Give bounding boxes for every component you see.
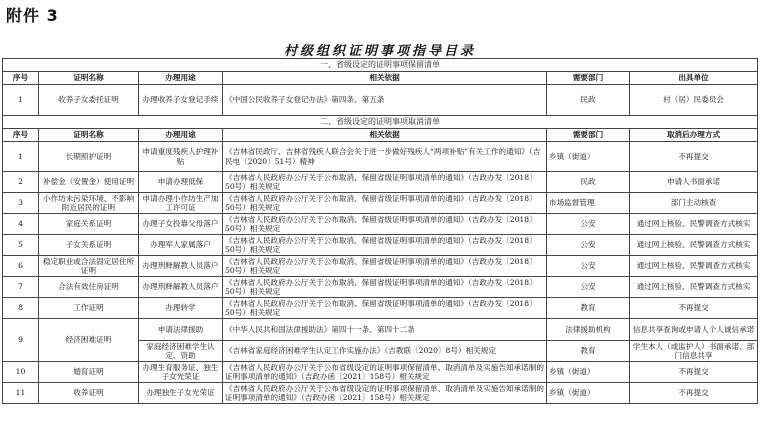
cell-name: 工作证明 (39, 298, 139, 319)
cell-basis: 《吉林省人民政府办公厅关于公布取消、保留省级证明事项清单的通知》（吉政办发〔2018〕50号）相关规定 (223, 193, 547, 214)
cell-dept: 民政 (547, 172, 630, 193)
cell-basis: 《吉林省人民政府办公厅关于公布省级设定的证明事项保留清单、取消清单及实施告知承诺制的证明事项清单的通知》（吉政办函〔2021〕158号）相关规定 (223, 383, 547, 404)
cell-basis: 《中华人民共和国法律援助法》第四十一条、第四十二条 (223, 319, 547, 341)
cell-no: 2 (3, 172, 39, 193)
cell-dept: 乡镇（街道） (547, 383, 630, 404)
cell-basis: 《吉林省人民政府办公厅关于公布省级设定的证明事项保留清单、取消清单及实施告知承诺制的证明事项清单的通知》（吉政办函〔2021〕158号）相关规定 (223, 362, 547, 383)
col-header-no: 序号 (3, 72, 39, 85)
cell-no: 1 (3, 142, 39, 172)
cell-dept: 法律援助机构 (547, 319, 630, 341)
col-header-issuer: 出具单位 (630, 72, 758, 85)
cell-use: 办理生育服务证、独生子女光荣证 (139, 362, 223, 383)
section-1-header-row (3, 72, 758, 85)
attachment-label: 附件 3 (6, 6, 59, 25)
cell-basis: 《吉林省人民政府办公厅关于公布取消、保留省级证明事项清单的通知》（吉政办发〔2018〕50号）相关规定 (223, 235, 547, 256)
cell-name: 经济困难证明 (39, 319, 139, 362)
cell-dept: 公安 (547, 214, 630, 235)
table-row (3, 319, 758, 341)
cell-name: 家庭关系证明 (39, 214, 139, 235)
cell-use: 办理军人家属落户 (139, 235, 223, 256)
table-row (3, 277, 758, 298)
col-header-method: 取消后办理方式 (630, 129, 758, 142)
col-header-use: 办理用途 (139, 72, 223, 85)
document-title: 村级组织证明事项指导目录 (283, 44, 476, 59)
cell-basis: 《中国公民收养子女登记办法》第四条、第五条 (223, 85, 547, 116)
cell-basis: 《吉林省人民政府办公厅关于公布取消、保留省级证明事项清单的通知》（吉政办发〔2018〕50号）相关规定 (223, 172, 547, 193)
cell-basis: 《吉林省人民政府办公厅关于公布取消、保留省级证明事项清单的通知》（吉政办发〔2018〕50号）相关规定 (223, 298, 547, 319)
col-header-dept: 需要部门 (547, 72, 630, 85)
cell-name: 补偿金（安置金）使用证明 (39, 172, 139, 193)
col-header-basis: 相关依据 (223, 129, 547, 142)
table-row (3, 362, 758, 383)
cell-basis: 《吉林省人民政府办公厅关于公布取消、保留省级证明事项清单的通知》（吉政办发〔2018〕50号）相关规定 (223, 277, 547, 298)
cell-dept: 市场监督管理 (547, 193, 630, 214)
cell-use: 办理独生子女光荣证 (139, 383, 223, 404)
cell-name: 长期照护证明 (39, 142, 139, 172)
cell-no: 4 (3, 214, 39, 235)
cell-name: 收养子女委托证明 (39, 85, 139, 116)
col-header-name: 证明名称 (39, 72, 139, 85)
cell-method: 不再提交 (630, 362, 758, 383)
cell-no: 9 (3, 319, 39, 362)
cell-name: 婚育证明 (39, 362, 139, 383)
cell-method: 学生本人（或监护人）书面承诺、部门信息共享 (630, 341, 758, 362)
col-header-use: 办理用途 (139, 129, 223, 142)
table-row (3, 256, 758, 277)
col-header-basis: 相关依据 (223, 72, 547, 85)
table-row (3, 172, 758, 193)
cell-method: 部门主动核查 (630, 193, 758, 214)
cell-use: 申请法律援助 (139, 319, 223, 341)
cell-dept: 教育 (547, 298, 630, 319)
table-row (3, 383, 758, 404)
cell-basis: 《吉林省人民政府办公厅关于公布取消、保留省级证明事项清单的通知》（吉政办发〔2018〕50号）相关规定 (223, 256, 547, 277)
cell-dept: 乡镇（街道） (547, 142, 630, 172)
cell-dept: 教育 (547, 341, 630, 362)
cell-use: 办理子女投靠父母落户 (139, 214, 223, 235)
cell-issuer: 村（居）民委员会 (630, 85, 758, 116)
cell-dept: 公安 (547, 256, 630, 277)
cell-no: 6 (3, 256, 39, 277)
cell-basis: 《吉林省人民政府办公厅关于公布取消、保留省级证明事项清单的通知》（吉政办发〔2018〕50号）相关规定 (223, 214, 547, 235)
col-header-dept: 需要部门 (547, 129, 630, 142)
cell-method: 不再提交 (630, 383, 758, 404)
cell-dept: 乡镇（街道） (547, 362, 630, 383)
cell-name: 收养证明 (39, 383, 139, 404)
cell-no: 5 (3, 235, 39, 256)
cell-dept: 公安 (547, 235, 630, 256)
col-header-no: 序号 (3, 129, 39, 142)
cell-method: 通过网上核验、民警调查方式核实 (630, 235, 758, 256)
cell-basis: 《吉林省民政厅、吉林省残疾人联合会关于进一步做好残疾人“两项补贴”有关工作的通知》（吉民电〔2020〕51号）精神 (223, 142, 547, 172)
catalog-table (2, 58, 758, 404)
cell-name: 小作坊未污染环境、不影响附近居民的证明 (39, 193, 139, 214)
cell-use: 申请重度残疾人护理补贴 (139, 142, 223, 172)
cell-method: 申请人书面承诺 (630, 172, 758, 193)
cell-use: 办理收养子女登记手续 (139, 85, 223, 116)
table-row (3, 85, 758, 116)
cell-no: 8 (3, 298, 39, 319)
section-2-header-row (3, 129, 758, 142)
cell-name: 合法有效住房证明 (39, 277, 139, 298)
cell-use: 家庭经济困难学生认定、资助 (139, 341, 223, 362)
table-row (3, 142, 758, 172)
cell-use: 办理刑释解教人员落户 (139, 277, 223, 298)
cell-no: 3 (3, 193, 39, 214)
cell-dept: 民政 (547, 85, 630, 116)
cell-method: 通过网上核验、民警调查方式核实 (630, 214, 758, 235)
section-2-title: 二、省级设定的证明事项取消清单 (3, 116, 758, 129)
table-row (3, 298, 758, 319)
cell-no: 1 (3, 85, 39, 116)
cell-method: 不再提交 (630, 298, 758, 319)
cell-name: 子女关系证明 (39, 235, 139, 256)
cell-use: 办理刑释解教人员落户 (139, 256, 223, 277)
cell-method: 通过网上核验、民警调查方式核实 (630, 277, 758, 298)
col-header-name: 证明名称 (39, 129, 139, 142)
cell-method: 通过网上核验、民警调查方式核实 (630, 256, 758, 277)
table-row (3, 214, 758, 235)
cell-use: 申请办理低保 (139, 172, 223, 193)
table-row (3, 193, 758, 214)
cell-method: 信息共享查询或申请人个人诚信承诺 (630, 319, 758, 341)
cell-name: 稳定职业或合法固定居住所证明 (39, 256, 139, 277)
cell-use: 申请办理小作坊生产加工许可证 (139, 193, 223, 214)
cell-basis: 《吉林省家庭经济困难学生认定工作实施办法》（吉教联〔2020〕8号）相关规定 (223, 341, 547, 362)
cell-no: 10 (3, 362, 39, 383)
cell-use: 办理转学 (139, 298, 223, 319)
cell-no: 11 (3, 383, 39, 404)
table-row (3, 235, 758, 256)
cell-no: 7 (3, 277, 39, 298)
cell-method: 不再提交 (630, 142, 758, 172)
cell-dept: 公安 (547, 277, 630, 298)
section-1-title: 一、省级设定的证明事项保留清单 (3, 59, 758, 72)
